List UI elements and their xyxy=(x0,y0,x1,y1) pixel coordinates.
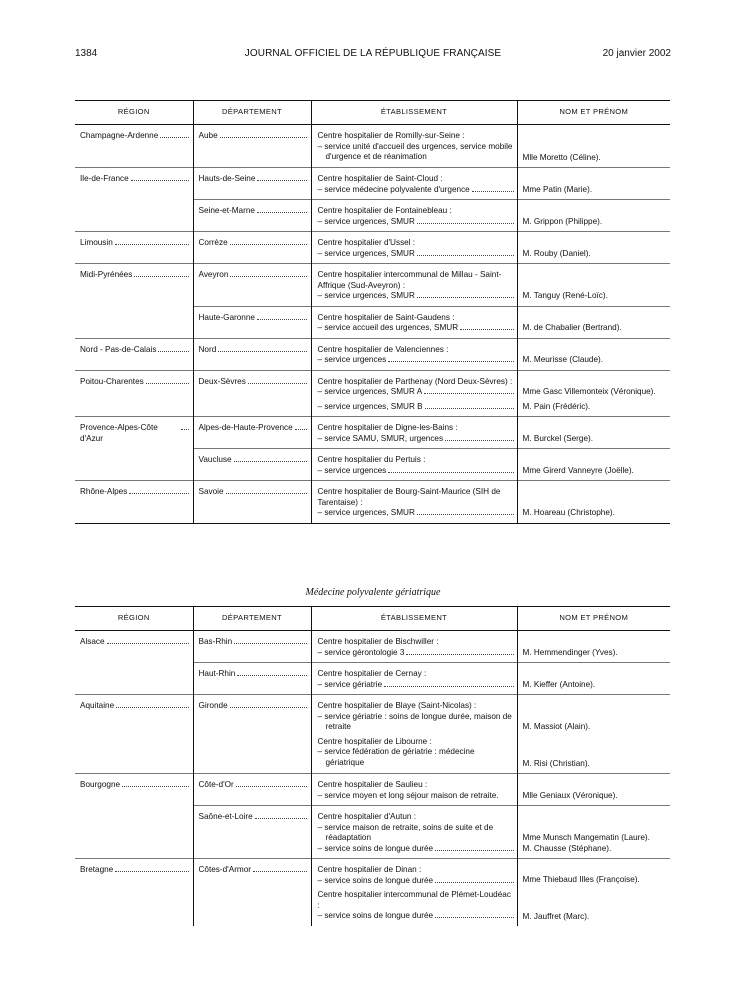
service-line: – service soins de longue durée xyxy=(318,876,514,887)
region-cell: Nord - Pas-de-Calais xyxy=(80,345,189,356)
department-cell: Vaucluse xyxy=(199,455,307,466)
service-line: – service moyen et long séjour maison de retraite. xyxy=(317,790,499,800)
column-header-nom: NOM ET PRÉNOM xyxy=(517,101,670,125)
service-line: – service accueil des urgences, SMUR xyxy=(318,323,514,334)
service-line: – service urgences, SMUR A xyxy=(318,387,514,398)
person-name: M. Meurisse (Claude). xyxy=(522,355,604,364)
department-cell: Nord xyxy=(199,345,307,356)
region-cell: Limousin xyxy=(80,238,189,249)
establishment-name: Centre hospitalier de Blaye (Saint-Nicolas) : xyxy=(317,701,477,710)
establishment-name: Centre hospitalier de Saulieu : xyxy=(317,780,428,789)
person-name: Mme Munsch Mangematin (Laure). xyxy=(522,833,650,842)
region-cell: Bretagne xyxy=(80,865,189,876)
table-row xyxy=(75,168,670,200)
table-row xyxy=(75,370,670,417)
region-cell: Bourgogne xyxy=(80,780,189,791)
person-name: M. Hemmendinger (Yves). xyxy=(522,647,618,657)
establishment-name: Centre hospitalier de Saint-Gaudens : xyxy=(317,312,455,322)
person-name: M. Pain (Frédéric). xyxy=(522,401,591,411)
service-line: – service urgences, SMUR xyxy=(318,291,514,302)
department-cell: Gironde xyxy=(199,701,307,712)
service-line: – service gérontologie 3 xyxy=(318,648,514,659)
column-header-departement: DÉPARTEMENT xyxy=(193,101,311,125)
page-number: 1384 xyxy=(75,48,98,59)
establishment-name: Centre hospitalier de Digne-les-Bains : xyxy=(317,423,458,432)
establishment-name: Centre hospitalier de Romilly-sur-Seine : xyxy=(317,131,465,140)
table-row xyxy=(75,774,670,806)
service-line: – service urgences, SMUR xyxy=(318,249,514,260)
service-line: – service gériatrie xyxy=(318,680,514,691)
person-name: M. Jauffret (Marc). xyxy=(522,911,590,921)
table-row xyxy=(75,125,670,168)
establishment-name: Centre hospitalier de Parthenay (Nord Deux-Sèvres) : xyxy=(317,376,513,386)
person-name: Mme Patin (Marie). xyxy=(522,184,593,194)
region-cell: Aquitaine xyxy=(80,701,189,712)
page-header xyxy=(75,48,671,62)
table-row xyxy=(75,264,670,307)
region-cell: Provence-Alpes-Côte d'Azur xyxy=(80,423,189,444)
table-row xyxy=(75,338,670,370)
department-cell: Hauts-de-Seine xyxy=(199,174,307,185)
journal-title: JOURNAL OFFICIEL DE LA RÉPUBLIQUE FRANÇAISE xyxy=(244,48,502,59)
region-cell: Poitou-Charentes xyxy=(80,377,189,388)
service-line: – service urgences, SMUR B xyxy=(318,402,514,413)
department-cell: Bas-Rhin xyxy=(199,637,307,648)
section-title: Médecine polyvalente gériatrique xyxy=(305,587,441,598)
establishment-name: Centre hospitalier de Libourne : xyxy=(317,736,432,746)
establishment-name: Centre hospitalier de Bischwiller : xyxy=(317,637,439,646)
table-header-row xyxy=(75,101,670,125)
person-name: Mme Thiebaud Illes (Françoise). xyxy=(522,875,640,884)
person-name: M. Grippon (Philippe). xyxy=(522,216,603,226)
table-row xyxy=(75,859,670,927)
person-name: Mme Girerd Vanneyre (Joëlle). xyxy=(522,465,634,475)
establishment-name: Centre hospitalier de Bourg-Saint-Maurice (SIH de Tarentaise) : xyxy=(317,487,501,507)
column-header-departement: DÉPARTEMENT xyxy=(193,607,311,631)
service-line: – service unité d'accueil des urgences, service mobile d'urgence et de réanimation xyxy=(317,141,513,161)
service-line: – service gériatrie : soins de longue durée, maison de retraite xyxy=(317,711,512,731)
region-cell: Midi-Pyrénées xyxy=(80,270,189,281)
department-cell: Deux-Sèvres xyxy=(199,377,307,388)
column-header-etablissement: ÉTABLISSEMENT xyxy=(311,607,517,631)
person-name: M. Risi (Christian). xyxy=(522,758,590,768)
service-line: – service soins de longue durée xyxy=(318,844,514,855)
appointments-table-geriatrie xyxy=(75,606,670,926)
establishment-name: Centre hospitalier de Valenciennes : xyxy=(317,344,449,354)
service-line: – service urgences xyxy=(318,466,514,477)
department-cell: Saône-et-Loire xyxy=(199,812,307,823)
person-name: M. Rouby (Daniel). xyxy=(522,248,591,258)
department-cell: Savoie xyxy=(199,487,307,498)
establishment-name: Centre hospitalier intercommunal de Millau - Saint-Affrique (Sud-Aveyron) : xyxy=(317,270,502,290)
service-line: – service urgences, SMUR xyxy=(318,508,514,519)
person-name: M. Burckel (Serge). xyxy=(522,433,594,443)
region-cell: Ile-de-France xyxy=(80,174,189,185)
establishment-name: Centre hospitalier de Cernay : xyxy=(317,669,427,678)
service-line: – service médecine polyvalente d'urgence xyxy=(318,185,514,196)
region-cell: Alsace xyxy=(80,637,189,648)
column-header-region: RÉGION xyxy=(75,101,193,125)
department-cell: Haute-Garonne xyxy=(199,313,307,324)
service-line: – service fédération de gériatrie : médecine gériatrique xyxy=(317,747,475,767)
table-row xyxy=(75,417,670,449)
table-row xyxy=(75,631,670,663)
department-cell: Corrèze xyxy=(199,238,307,249)
establishment-name: Centre hospitalier du Pertuis : xyxy=(317,455,426,464)
table-row xyxy=(75,695,670,774)
table-row xyxy=(75,481,670,524)
person-name: Mlle Geniaux (Véronique). xyxy=(522,790,618,800)
service-line: – service maison de retraite, soins de suite et de réadaptation xyxy=(317,822,494,842)
service-line: – service soins de longue durée xyxy=(318,911,514,922)
service-line: – service urgences xyxy=(318,355,514,366)
establishment-name: Centre hospitalier de Saint-Cloud : xyxy=(317,174,443,183)
establishment-name: Centre hospitalier d'Autun : xyxy=(317,812,417,821)
person-name: Mme Gasc Villemonteix (Véronique). xyxy=(522,387,656,396)
person-name: M. Kieffer (Antoine). xyxy=(522,679,596,689)
table-row xyxy=(75,232,670,264)
person-name: M. de Chabalier (Bertrand). xyxy=(522,323,622,332)
column-header-etablissement: ÉTABLISSEMENT xyxy=(311,101,517,125)
establishment-name: Centre hospitalier de Fontainebleau : xyxy=(317,206,452,215)
service-line: – service urgences, SMUR xyxy=(318,217,514,228)
department-cell: Alpes-de-Haute-Provence xyxy=(199,423,307,434)
person-name: M. Massiot (Alain). xyxy=(522,722,591,731)
service-line: – service SAMU, SMUR, urgences xyxy=(318,434,514,445)
person-name: M. Tanguy (René-Loïc). xyxy=(522,291,608,300)
department-cell: Côte-d'Or xyxy=(199,780,307,791)
region-cell: Champagne-Ardenne xyxy=(80,131,189,142)
region-cell: Rhône-Alpes xyxy=(80,487,189,498)
department-cell: Aube xyxy=(199,131,307,142)
person-name: M. Chausse (Stéphane). xyxy=(522,843,612,853)
person-name: Mlle Moretto (Céline). xyxy=(522,152,601,162)
person-name: M. Hoareau (Christophe). xyxy=(522,508,615,517)
department-cell: Seine-et-Marne xyxy=(199,206,307,217)
column-header-region: RÉGION xyxy=(75,607,193,631)
department-cell: Côtes-d'Armor xyxy=(199,865,307,876)
appointments-table-urgences xyxy=(75,100,670,524)
department-cell: Aveyron xyxy=(199,270,307,281)
establishment-name: Centre hospitalier intercommunal de Plémet-Loudéac : xyxy=(317,890,511,910)
establishment-name: Centre hospitalier de Dinan : xyxy=(317,865,422,874)
department-cell: Haut-Rhin xyxy=(199,669,307,680)
table-header-row xyxy=(75,607,670,631)
column-header-nom: NOM ET PRÉNOM xyxy=(517,607,670,631)
publication-date: 20 janvier 2002 xyxy=(602,48,671,59)
establishment-name: Centre hospitalier d'Ussel : xyxy=(317,238,416,247)
